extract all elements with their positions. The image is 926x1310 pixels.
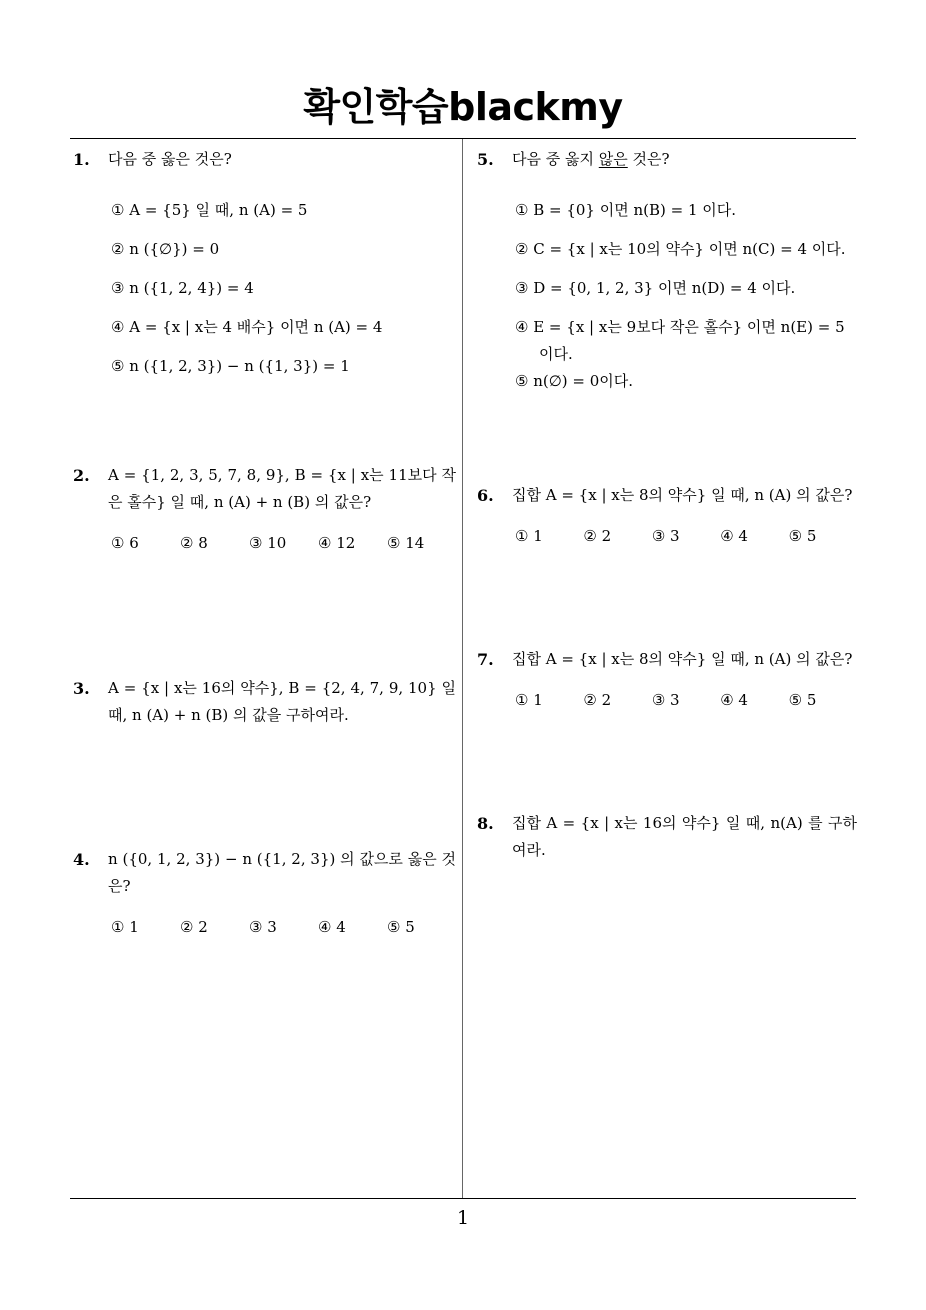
problem-3 xyxy=(73,675,456,729)
problem-number: 8. xyxy=(477,814,494,833)
problem-text: 집합 A = {x | x는 16의 약수} 일 때, n(A) 를 구하여라. xyxy=(512,814,857,859)
problem-text: 다음 중 옳은 것은? xyxy=(108,150,232,168)
choice-2[interactable]: ② 2 xyxy=(583,691,612,709)
choice-5[interactable]: ⑤ 5 xyxy=(387,918,415,936)
problem-text: n ({0, 1, 2, 3}) − n ({1, 2, 3}) 의 값으로 옳은 것은? xyxy=(108,850,456,895)
problem-4 xyxy=(73,846,456,941)
choice-3[interactable]: ③ 3 xyxy=(651,691,680,709)
problem-8 xyxy=(477,810,857,864)
column-divider xyxy=(462,139,463,1198)
choice-2[interactable]: ② 2 xyxy=(180,918,208,936)
page-number: 1 xyxy=(456,1207,470,1229)
choice-4[interactable]: ④ 4 xyxy=(318,918,346,936)
choice-4[interactable]: ④ E = {x | x는 9보다 작은 홀수} 이면 n(E) = 5 이다. xyxy=(515,318,845,363)
choice-row xyxy=(515,523,857,550)
choice-5[interactable]: ⑤ 5 xyxy=(788,691,817,709)
problem-5 xyxy=(477,146,857,407)
choice-2[interactable]: ② 2 xyxy=(583,527,612,545)
choice-1[interactable]: ① 1 xyxy=(515,691,543,709)
problem-number: 7. xyxy=(477,650,494,669)
problem-1 xyxy=(73,146,456,392)
problem-text: 집합 A = {x | x는 8의 약수} 일 때, n (A) 의 값은? xyxy=(512,650,853,668)
choice-2[interactable]: ② 8 xyxy=(180,534,208,552)
choice-row xyxy=(515,687,857,714)
choice-5[interactable]: ⑤ 5 xyxy=(788,527,817,545)
choice-1[interactable]: ① B = {0} 이면 n(B) = 1 이다. xyxy=(515,201,737,219)
problem-text: 집합 A = {x | x는 8의 약수} 일 때, n (A) 의 값은? xyxy=(512,486,853,504)
choice-3[interactable]: ③ 3 xyxy=(651,527,680,545)
problem-number: 4. xyxy=(73,850,90,869)
choice-row xyxy=(111,914,456,941)
choice-5[interactable]: ⑤ n ({1, 2, 3}) − n ({1, 3}) = 1 xyxy=(111,357,350,375)
footer-rule xyxy=(70,1198,856,1199)
problem-number: 6. xyxy=(477,486,494,505)
page-title: 확인학습blackmy xyxy=(303,85,623,129)
choice-3[interactable]: ③ 10 xyxy=(249,534,287,552)
problem-number: 5. xyxy=(477,150,494,169)
problem-text xyxy=(512,146,857,173)
choice-1[interactable]: ① 6 xyxy=(111,534,139,552)
choice-4[interactable]: ④ 12 xyxy=(318,534,356,552)
choice-3[interactable]: ③ 3 xyxy=(249,918,277,936)
choice-2[interactable]: ② n ({∅}) = 0 xyxy=(111,240,220,258)
problem-text-underlined: 않은 xyxy=(598,150,628,168)
problem-2 xyxy=(73,462,456,557)
choice-row xyxy=(111,530,456,557)
problem-text-after: 것은? xyxy=(627,150,670,168)
choice-1[interactable]: ① 1 xyxy=(111,918,139,936)
choice-4[interactable]: ④ A = {x | x는 4 배수} 이면 n (A) = 4 xyxy=(111,318,383,336)
choice-5[interactable]: ⑤ n(∅) = 0이다. xyxy=(515,372,634,390)
choice-4[interactable]: ④ 4 xyxy=(720,527,748,545)
problem-6 xyxy=(477,482,857,550)
choice-list xyxy=(111,197,456,392)
problem-number: 3. xyxy=(73,679,90,698)
problem-number: 2. xyxy=(73,466,90,485)
choice-list xyxy=(515,197,857,407)
problem-text: A = {x | x는 16의 약수}, B = {2, 4, 7, 9, 10} 일 때, n (A) + n (B) 의 값을 구하여라. xyxy=(108,679,456,724)
choice-5[interactable]: ⑤ 14 xyxy=(387,534,425,552)
problem-7 xyxy=(477,646,857,714)
problem-text-before: 다음 중 옳지 xyxy=(512,150,599,168)
header-rule xyxy=(70,138,856,139)
choice-4[interactable]: ④ 4 xyxy=(720,691,748,709)
problem-text: A = {1, 2, 3, 5, 7, 8, 9}, B = {x | x는 11보다 작은 홀수} 일 때, n (A) + n (B) 의 값은? xyxy=(108,466,456,511)
problem-number: 1. xyxy=(73,150,90,169)
choice-3[interactable]: ③ D = {0, 1, 2, 3} 이면 n(D) = 4 이다. xyxy=(515,279,796,297)
choice-3[interactable]: ③ n ({1, 2, 4}) = 4 xyxy=(111,279,254,297)
choice-1[interactable]: ① 1 xyxy=(515,527,543,545)
choice-2[interactable]: ② C = {x | x는 10의 약수} 이면 n(C) = 4 이다. xyxy=(515,240,846,258)
choice-1[interactable]: ① A = {5} 일 때, n (A) = 5 xyxy=(111,201,308,219)
